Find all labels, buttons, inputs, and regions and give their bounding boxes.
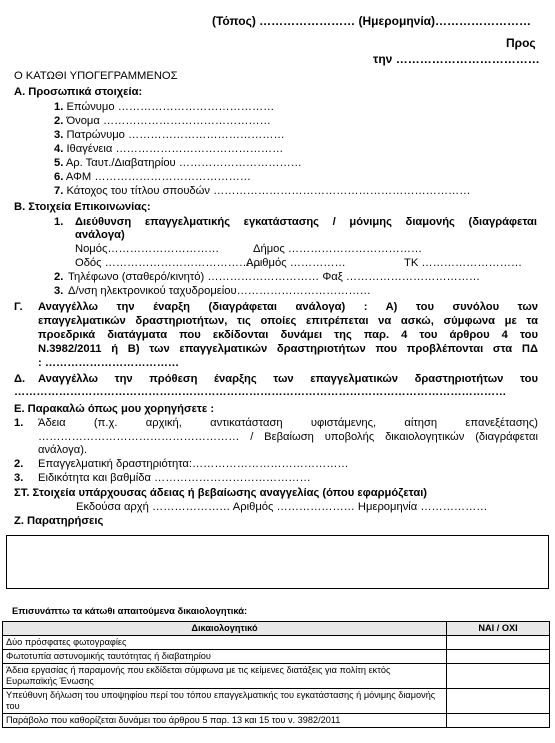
section-st-title: ΣΤ. Στοιχεία υπάρχουσας άδειας ή βεβαίωσης αναγγελίας (όπου εφαρμόζεται)	[14, 487, 428, 499]
section-d-label: Δ.	[14, 373, 26, 385]
table-row	[3, 650, 550, 664]
licence-item-number: 1.	[14, 417, 24, 429]
address-heading: Διεύθυνση επαγγελματικής εγκατάστασης / μόνιμης διαμονής (διαγράφεται	[75, 216, 537, 228]
field-father-name: Πατρώνυμο ……………………………………	[66, 129, 285, 141]
field-nationality: Ιθαγένεια ………………………………………	[66, 143, 284, 155]
list-item[interactable]: 7. Κάτοχος του τίτλου σπουδών ……………………………………………………………	[54, 185, 471, 197]
list-item[interactable]: 6. ΑΦΜ ……………………………………	[54, 171, 251, 183]
existing-licence-line[interactable]: Εκδούσα αρχή ………………… Αριθμός ………………… Ημερομηνία ………………	[76, 501, 488, 513]
field-email[interactable]: Δ/νση ηλεκτρονικού ταχυδρομείου………………………………	[68, 285, 371, 297]
address-item-number: 1.	[54, 216, 64, 228]
specialty-item-number: 3.	[14, 472, 24, 484]
list-item[interactable]: 1. Επώνυμο ……………………………………	[54, 101, 275, 113]
field-postcode[interactable]: ΤΚ ………………………	[404, 257, 523, 269]
field-activity[interactable]: Επαγγελματική δραστηριότητα:……………………………………	[38, 458, 349, 470]
field-id-number: Αρ. Ταυτ./Διαβατηρίου ……………………………	[65, 157, 302, 169]
list-item[interactable]: 2. Όνομα ………………………………………	[54, 115, 271, 127]
answer-cell[interactable]	[447, 650, 550, 664]
activity-item-number: 2.	[14, 458, 24, 470]
field-degree: Κάτοχος του τίτλου σπουδών ……………………………………………………………	[66, 185, 471, 197]
answer-cell[interactable]	[447, 714, 550, 728]
section-b-title: Β. Στοιχεία Επικοινωνίας:	[14, 201, 151, 213]
phone-item-number: 2.	[54, 271, 64, 283]
section-g-line: Ν.3982/2011 ή Β) των επαγγελματικών δραστηριοτήτων που προβλέπονται στα ΠΔ	[38, 343, 538, 355]
field-tax-number: ΑΦΜ ……………………………………	[65, 171, 251, 183]
answer-cell[interactable]	[447, 664, 550, 689]
document-cell: Παράβολο που καθορίζεται δυνάμει του άρθρου 5 παρ. 13 και 15 του ν. 3982/2011	[3, 714, 447, 728]
field-surname: Επώνυμο ……………………………………	[66, 101, 275, 113]
licence-type-line[interactable]: ……………………………………………… / Βεβαίωση υποβολής δικαιολογητικών (διαγράφεται	[38, 431, 538, 443]
table-row	[3, 714, 550, 728]
list-item[interactable]: 5. Αρ. Ταυτ./Διαβατηρίου ……………………………	[54, 157, 302, 169]
attachments-table	[2, 621, 550, 728]
document-cell: Δύο πρόσφατες φωτογραφίες	[3, 636, 447, 650]
table-row	[3, 664, 550, 689]
field-prefecture[interactable]: Νομός…………………………	[75, 243, 220, 255]
column-header-answer: ΝΑΙ / ΟΧΙ	[447, 622, 550, 636]
list-item[interactable]: 4. Ιθαγένεια ………………………………………	[54, 143, 284, 155]
remarks-box[interactable]	[6, 535, 549, 589]
section-d-fill-line[interactable]: ……………………………………………………………………………………………………………………	[14, 386, 507, 398]
section-e-title: Ε. Παρακαλώ όπως μου χορηγήσετε :	[14, 403, 215, 415]
licence-type-line: ανάλογα).	[38, 444, 88, 456]
email-item-number: 3.	[54, 285, 64, 297]
intro-heading: Ο ΚΑΤΩΘΙ ΥΠΟΓΕΓΡΑΜΜΕΝΟΣ	[14, 70, 178, 82]
address-heading-cont: ανάλογα)	[75, 229, 125, 241]
field-first-name: Όνομα ………………………………………	[66, 115, 271, 127]
section-g-line: επαγγελματικών δραστηριοτήτων, τις οποίες επιτρέπεται να ασκώ, σύμφωνα με τα	[38, 315, 538, 327]
place-date-line[interactable]: (Τόπος) …………………… (Ημερομηνία)……………………	[212, 14, 532, 28]
list-item[interactable]: 3. Πατρώνυμο ……………………………………	[54, 129, 285, 141]
section-z-title: Ζ. Παρατηρήσεις	[14, 515, 104, 527]
recipient-line[interactable]: την ………………………………	[373, 52, 540, 66]
recipient-label: Προς	[506, 36, 536, 50]
document-cell: Υπεύθυνη δήλωση του υποψηφίου περί του τόπου επαγγελματικής του εγκατάστασης ή μόνιμης διαμονής του	[3, 689, 447, 714]
table-row	[3, 636, 550, 650]
field-street[interactable]: Οδός ……………………………………	[75, 257, 262, 269]
section-g-line: προεδρικά διατάγματα που εκδίδονται δυνάμει της παρ. 4 του άρθρου 4 του	[38, 329, 538, 341]
column-header-document: Δικαιολογητικό	[3, 622, 447, 636]
document-cell: Άδεια εργασίας ή παραμονής που εκδίδεται σύμφωνα με τις κείμενες διατάξεις για πολίτη εκτός Ευρωπαϊκής Ένωσης	[3, 664, 447, 689]
table-row	[3, 689, 550, 714]
section-a-title: Α. Προσωπικά στοιχεία:	[14, 86, 143, 98]
document-cell: Φωτοτυπία αστυνομικής ταυτότητας ή διαβατηρίου	[3, 650, 447, 664]
field-specialty[interactable]: Ειδικότητα και βαθμίδα ……………………………………	[38, 472, 311, 484]
section-g-fill-line[interactable]: : ………………………………	[38, 357, 180, 369]
field-phone-fax[interactable]: Τηλέφωνο (σταθερό/κινητό) ………………………… Φαξ ………………………………	[68, 271, 481, 283]
table-header-row	[3, 622, 550, 636]
section-g-label: Γ.	[14, 301, 23, 313]
answer-cell[interactable]	[447, 689, 550, 714]
licence-type-line[interactable]: Άδεια (π.χ. αρχική, αντικατάσταση υφιστάμενης, αίτηση επανεξέτασης)	[38, 417, 538, 429]
section-d-line: Αναγγέλλω την πρόθεση έναρξης των επαγγελματικών δραστηριοτήτων του	[38, 373, 538, 385]
section-g-line: Αναγγέλλω την έναρξη (διαγράφεται ανάλογα) : Α) του συνόλου των	[38, 301, 538, 313]
answer-cell[interactable]	[447, 636, 550, 650]
field-municipality[interactable]: Δήμος ………………………………	[253, 243, 423, 255]
attachments-caption: Επισυνάπτω τα κάτωθι απαιτούμενα δικαιολογητικά:	[12, 605, 248, 616]
field-street-number[interactable]: Αριθμός ……………	[246, 257, 346, 269]
